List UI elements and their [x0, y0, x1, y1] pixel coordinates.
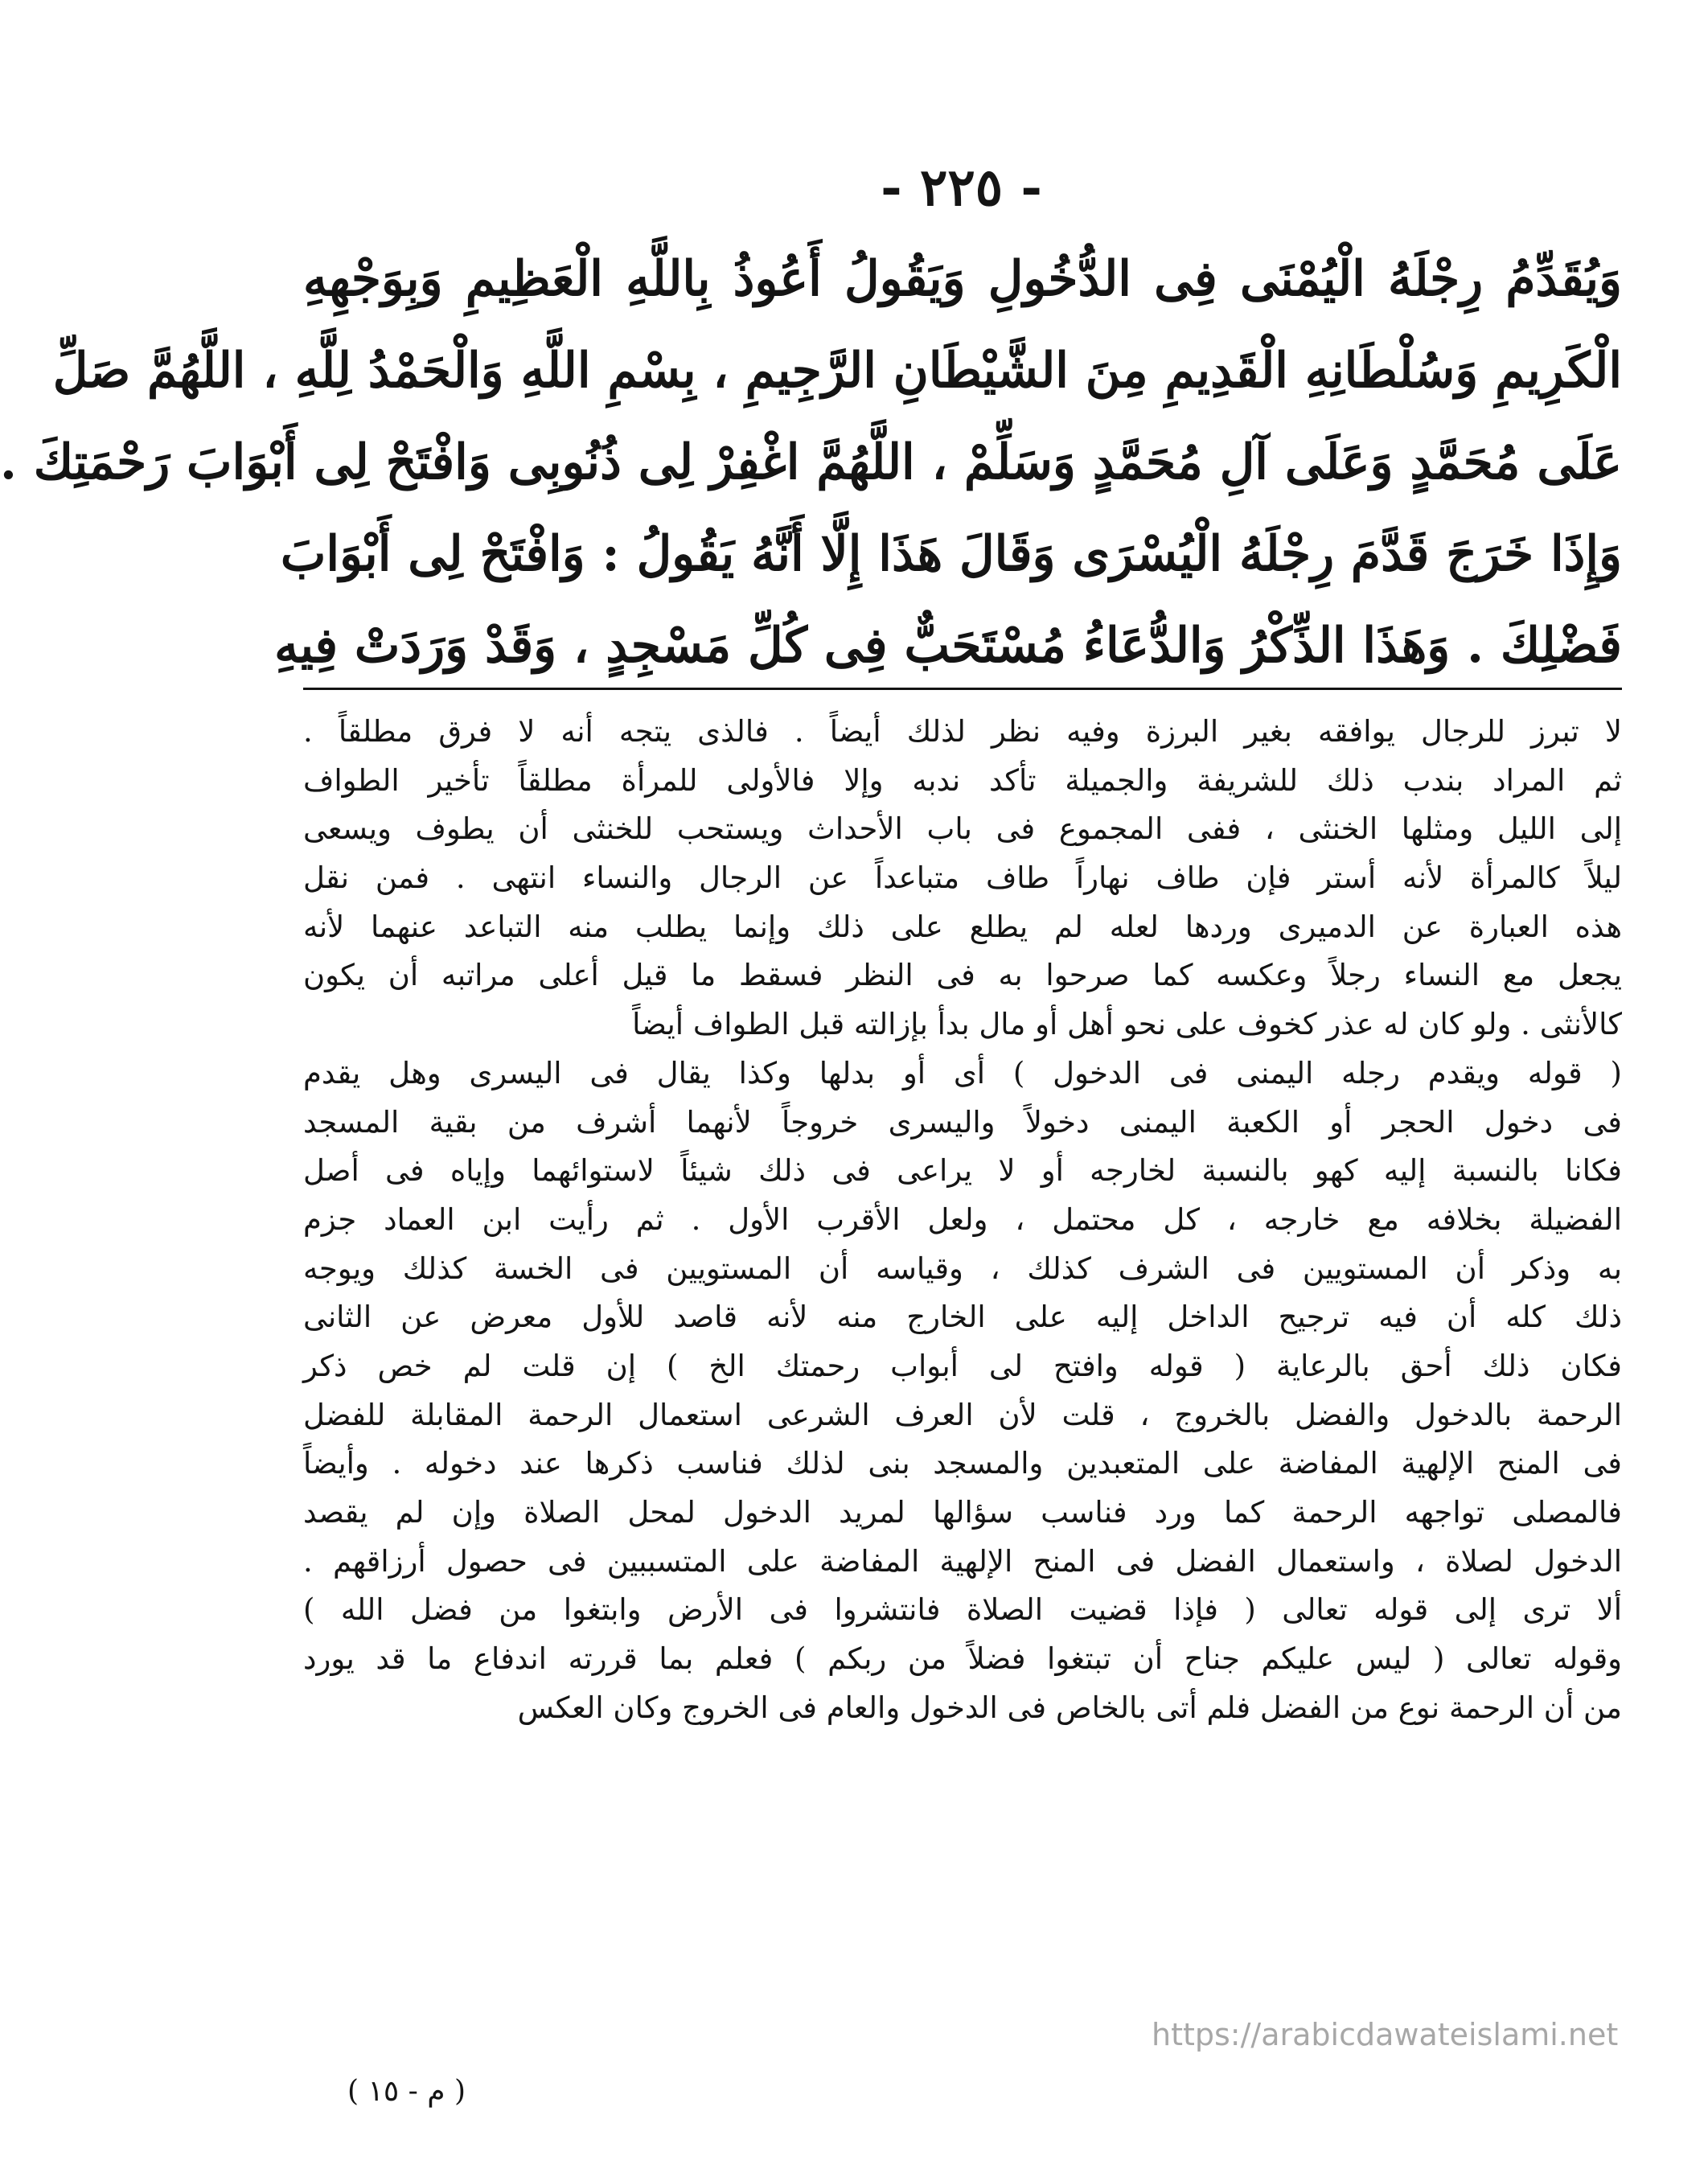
- commentary-line: فى المنح الإلهية المفاضة على المتعبدين والمسجد بنى لذلك فناسب ذكرها عند دخوله . وأيضاً: [303, 1446, 1622, 1481]
- commentary-line: الفضيلة بخلافه مع خارجه ، كل محتمل ، ولعل الأقرب الأول . ثم رأيت ابن العماد جزم: [303, 1201, 1622, 1237]
- main-text-line: الْكَرِيمِ وَسُلْطَانِهِ الْقَدِيمِ مِنَ الشَّيْطَانِ الرَّجِيمِ ، بِسْمِ اللَّهِ وَالْحَمْدُ لِلَّهِ ، اللَّهُمَّ صَلِّ: [52, 343, 1622, 399]
- commentary-line: فى دخول الحجر أو الكعبة اليمنى دخولاً واليسرى خروجاً لأنهما أشرف من بقية المسجد: [303, 1104, 1622, 1140]
- footnote-separator: [303, 688, 1622, 690]
- commentary-line: كالأنثى . ولو كان له عذر كخوف على نحو أهل أو مال بدأ بإزالته قبل الطواف أيضاً: [632, 1007, 1622, 1042]
- watermark-url: https://arabicdawateislami.net: [1152, 2017, 1619, 2052]
- main-text-line: عَلَى مُحَمَّدٍ وَعَلَى آلِ مُحَمَّدٍ وَسَلِّمْ ، اللَّهُمَّ اغْفِرْ لِى ذُنُوبِى وَافْتَحْ لِى أَبْوَابَ رَحْمَتِكَ .: [0, 434, 1622, 491]
- commentary-line: الرحمة بالدخول والفضل بالخروج ، قلت لأن العرف الشرعى استعمال الرحمة المقابلة للفضل: [303, 1397, 1622, 1432]
- main-text-line: فَضْلِكَ . وَهَذَا الذِّكْرُ وَالدُّعَاءُ مُسْتَحَبٌّ فِى كُلِّ مَسْجِدٍ ، وَقَدْ وَرَدَتْ فِيهِ: [274, 618, 1622, 674]
- main-text-block: [0, 233, 1622, 692]
- commentary-line: الدخول لصلاة ، واستعمال الفضل فى المنح الإلهية المفاضة على المتسببين فى حصول أرزاقهم .: [303, 1543, 1622, 1579]
- commentary-line: ألا ترى إلى قوله تعالى ( فإذا قضيت الصلاة فانتشروا فى الأرض وابتغوا من فضل الله ): [303, 1592, 1622, 1628]
- commentary-line: هذه العبارة عن الدميرى وردها لعله لم يطلع على ذلك وإنما يطلب منه التباعد عنهما لأنه: [303, 909, 1622, 944]
- commentary-line: إلى الليل ومثلها الخنثى ، ففى المجموع فى باب الأحداث ويستحب للخنثى أن يطوف ويسعى: [303, 811, 1622, 847]
- main-text-line: وَإِذَا خَرَجَ قَدَّمَ رِجْلَهُ الْيُسْرَى وَقَالَ هَذَا إِلَّا أَنَّهُ يَقُولُ : وَافْتَحْ لِى أَبْوَابَ: [280, 526, 1622, 582]
- commentary-line: ثم المراد بندب ذلك للشريفة والجميلة تأكد ندبه وإلا فالأولى للمرأة مطلقاً تأخير الطواف: [303, 762, 1622, 798]
- commentary-line: ذلك كله أن فيه ترجيح الداخل إليه على الخارج منه لأنه قاصد للأول معرض عن الثانى: [303, 1300, 1622, 1335]
- commentary-line: وقوله تعالى ( ليس عليكم جناح أن تبتغوا فضلاً من ربكم ) فعلم بما قررته اندفاع ما قد يورد: [303, 1641, 1622, 1677]
- commentary-line: فالمصلى تواجهه الرحمة كما ورد فناسب سؤالها لمريد الدخول لمحل الصلاة وإن لم يقصد: [303, 1495, 1622, 1530]
- commentary-line: لا تبرز للرجال يوافقه بغير البرزة وفيه نظر لذلك أيضاً . فالذى يتجه أنه لا فرق مطلقاً .: [303, 714, 1622, 749]
- sheet-mark: ( م - ١٥ ): [347, 2075, 466, 2108]
- commentary-line: ( قوله ويقدم رجله اليمنى فى الدخول ) أى أو بدلها وكذا يقال فى اليسرى وهل يقدم: [303, 1055, 1622, 1090]
- commentary-line: به وذكر أن المستويين فى الشرف كذلك ، وقياسه أن المستويين فى الخسة كذلك ويوجه: [303, 1251, 1622, 1286]
- main-text-line: وَيُقَدِّمُ رِجْلَهُ الْيُمْنَى فِى الدُّخُولِ وَيَقُولُ أَعُوذُ بِاللَّهِ الْعَظِيمِ وَبِوَجْهِهِ: [303, 251, 1622, 307]
- commentary-line: ليلاً كالمرأة لأنه أستر فإن طاف نهاراً طاف متباعداً عن الرجال والنساء انتهى . فمن نقل: [303, 860, 1622, 896]
- page-number: - ٢٢٥ -: [881, 158, 1042, 218]
- commentary-line: فكان ذلك أحق بالرعاية ( قوله وافتح لى أبواب رحمتك الخ ) إن قلت لم خص ذكر: [303, 1348, 1622, 1383]
- commentary-block: [303, 708, 1622, 1732]
- commentary-line: من أن الرحمة نوع من الفضل فلم أتى بالخاص فى الدخول والعام فى الخروج وكان العكس: [517, 1690, 1622, 1725]
- commentary-line: فكانا بالنسبة إليه كهو بالنسبة لخارجه أو لا يراعى فى ذلك شيئاً لاستوائهما وإياه فى أصل: [303, 1153, 1622, 1189]
- commentary-line: يجعل مع النساء رجلاً وعكسه كما صرحوا به فى النظر فسقط ما قيل أعلى مراتبه أن يكون: [303, 958, 1622, 993]
